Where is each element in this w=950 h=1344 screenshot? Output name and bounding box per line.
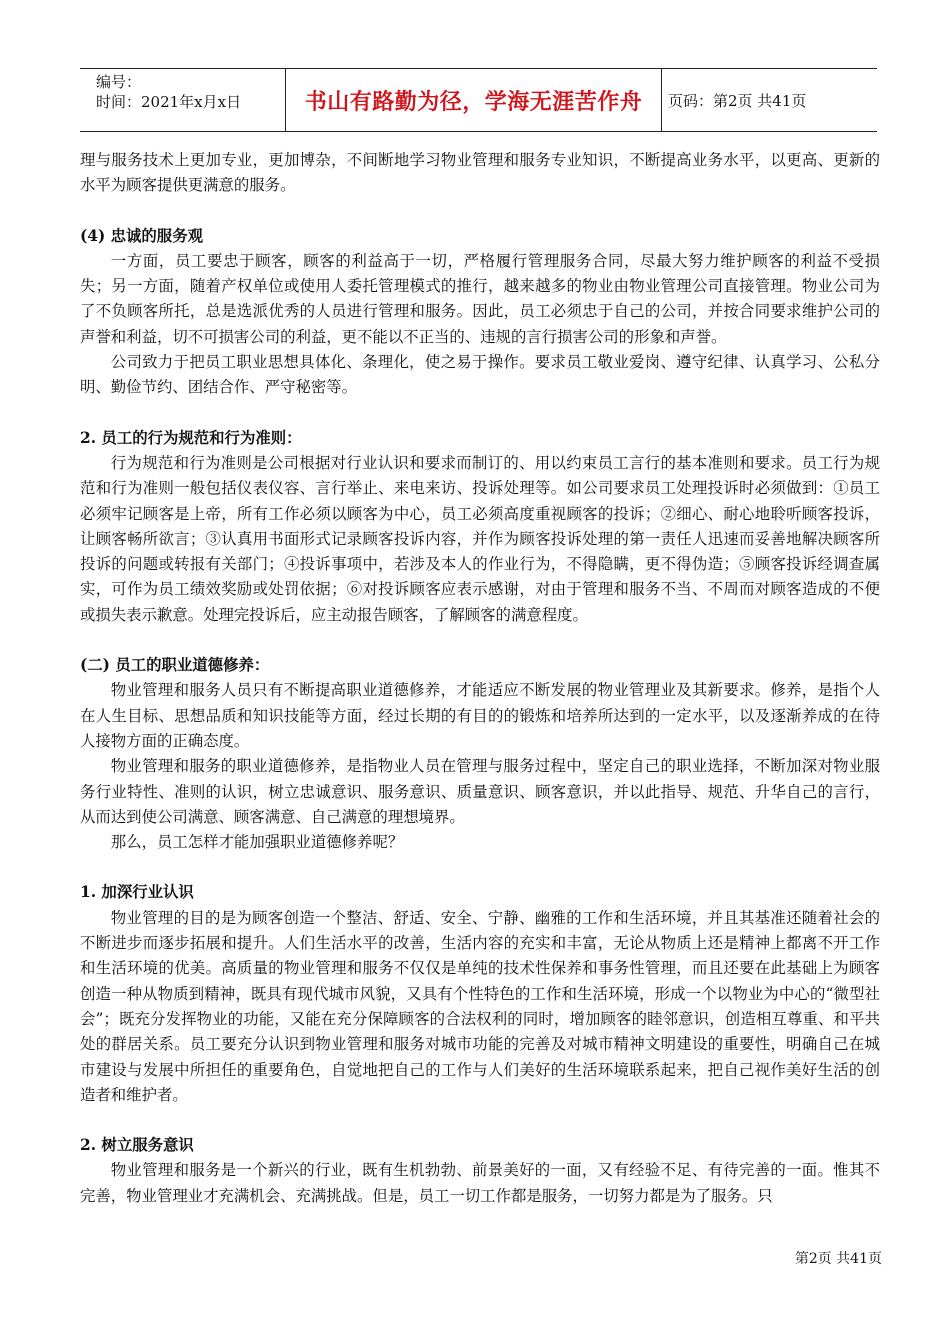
paragraph: 物业管理的目的是为顾客创造一个整洁、舒适、安全、宁静、幽雅的工作和生活环境，并且其基准还随着社会的不断进步而逐步拓展和提升。人们生活水平的改善，生活内容的充实和丰富，无论从物质上还是精神上都离不开工作和生活环境的优美。高质量的物业管理和服务不仅仅是单纯的技术性保养和事务性管理，而且还要在此基础上为顾客创造一种从物质到精神，既具有现代城市风貌，又具有个性特色的工作和生活环境，形成一个以物业为中心的“微型社会”；既充分发挥物业的功能，又能在充分保障顾客的合法权利的同时，增加顾客的睦邻意识，创造相互尊重、和平共处的群居关系。员工要充分认识到物业管理和服务对城市功能的完善及对城市精神文明建设的重要性，明确自己在城市建设与发展中所担任的重要角色，自觉地把自己的工作与人们美好的生活环境联系起来，把自己视作美好生活的创造者和维护者。 xyxy=(80,908,880,1104)
paragraph: 物业管理和服务是一个新兴的行业，既有生机勃勃、前景美好的一面，又有经验不足、有待完善的一面。惟其不完善，物业管理业才充满机会、充满挑战。但是，员工一切工作都是服务，一切努力都是为了服务。只 xyxy=(80,1161,880,1205)
section-heading: (4) 忠诚的服务观 xyxy=(80,226,203,245)
section-heading: 2. 员工的行为规范和行为准则： xyxy=(80,428,302,447)
paragraph: 公司致力于把员工职业思想具体化、条理化，使之易于操作。要求员工敬业爱岗、遵守纪律、认真学习、公私分明、勤俭节约、团结合作、严守秘密等。 xyxy=(80,353,880,397)
motto-text: 书山有路勤为径，学海无涯苦作舟 xyxy=(304,88,643,115)
time-label: 时间：2021年x月x日 xyxy=(96,93,242,111)
paragraph: 理与服务技术上更加专业，更加博杂，不间断地学习物业管理和服务专业知识，不断提高业务水平，以更高、更新的水平为顾客提供更满意的服务。 xyxy=(80,151,880,195)
section-heading: 2. 树立服务意识 xyxy=(80,1136,194,1155)
paragraph: 物业管理和服务人员只有不断提高职业道德修养，才能适应不断发展的物业管理业及其新要求。修养，是指个人在人生目标、思想品质和知识技能等方面，经过长期的有目的的锻炼和培养所达到的一定水平，以及逐渐养成的在待人接物方面的正确态度。 xyxy=(80,681,880,750)
paragraph: 行为规范和行为准则是公司根据对行业认识和要求而制订的、用以约束员工言行的基本准则和要求。员工行为规范和行为准则一般包括仪表仪容、言行举止、来电来访、投诉处理等。如公司要求员工处理投诉时必须做到：①员工必须牢记顾客是上帝，所有工作必须以顾客为中心，员工必须高度重视顾客的投诉；②细心、耐心地聆听顾客投诉，让顾客畅所欲言；③认真用书面形式记录顾客投诉内容，并作为顾客投诉处理的第一责任人迅速而妥善地解决顾客所投诉的问题或转报有关部门；④投诉事项中，若涉及本人的作业行为，不得隐瞒，更不得伪造；⑤顾客投诉经调查属实，可作为员工绩效奖励或处罚依据；⑥对投诉顾客应表示感谢，对由于管理和服务不当、不周而对顾客造成的不便或损失表示歉意。处理完投诉后，应主动报告顾客，了解顾客的满意程度。 xyxy=(80,453,880,624)
section-heading: (二) 员工的职业道德修养： xyxy=(80,656,270,675)
section-heading: 1. 加深行业认识 xyxy=(80,883,194,902)
page-footer: 第2页 共41页 xyxy=(794,1251,882,1267)
header-motto-cell xyxy=(285,69,662,131)
number-label: 编号： xyxy=(96,73,142,91)
document-body xyxy=(80,148,880,1209)
paragraph: 物业管理和服务的职业道德修养，是指物业人员在管理与服务过程中，坚定自己的职业选择，不断加深对物业服务行业特性、准则的认识，树立忠诚意识、服务意识、质量意识、顾客意识，并以此指导、规范、升华自己的言行，从而达到使公司满意、顾客满意、自己满意的理想境界。 xyxy=(80,757,880,826)
header-page-cell xyxy=(660,69,877,131)
header-left-cell xyxy=(80,69,285,131)
page-info: 页码：第2页 共41页 xyxy=(668,91,807,110)
paragraph: 一方面，员工要忠于顾客，顾客的利益高于一切，严格履行管理服务合同，尽最大努力维护顾客的利益不受损失；另一方面，随着产权单位或使用人委托管理模式的推行，越来越多的物业由物业管理公司直接管理。物业公司为了不负顾客所托，总是选派优秀的人员进行管理和服务。因此，员工必须忠于自己的公司，并按合同要求维护公司的声誉和利益，切不可损害公司的利益，更不能以不正当的、违规的言行损害公司的形象和声誉。 xyxy=(80,251,880,346)
page-header xyxy=(80,68,877,132)
paragraph: 那么，员工怎样才能加强职业道德修养呢？ xyxy=(110,833,404,852)
